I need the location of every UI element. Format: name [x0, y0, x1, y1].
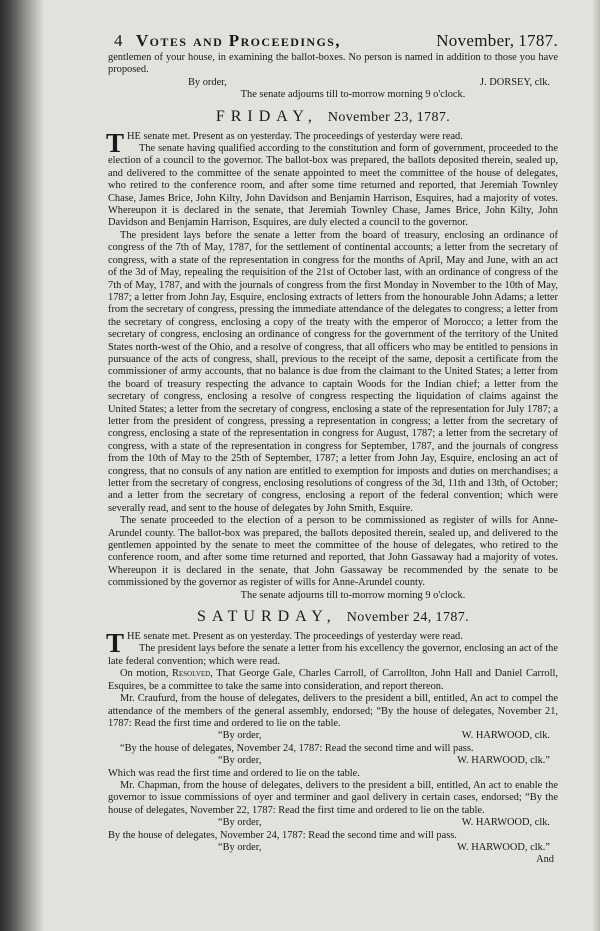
paragraph-text: HE senate met. Present as on yesterday. The proceedings of yesterday were read. — [127, 130, 463, 142]
friday-heading — [108, 105, 558, 130]
signature-line — [108, 817, 558, 829]
paragraph-text: HE senate met. Present as on yesterday. The proceedings of yesterday were read. — [127, 631, 463, 643]
friday-paragraph-1 — [106, 127, 558, 158]
day-name: FRIDAY, — [215, 107, 318, 125]
resolved-word: Resolved, — [172, 668, 213, 680]
document-page — [108, 30, 558, 920]
catchword: And — [536, 854, 554, 866]
signature-line — [108, 730, 558, 742]
running-title: Votes and Proceedings, — [136, 31, 341, 50]
motion-lead: On motion, — [120, 668, 169, 680]
saturday-heading — [108, 605, 558, 630]
clerk-name: J. DORSEY, clk. — [480, 76, 550, 88]
by-order-text: “By order, — [218, 817, 262, 829]
friday-paragraph-3: The president lays before the senate a letter from the board of treasury, enclosing an ordinance of congress of the 7th of May, 1787, for the settlement of continental accounts; a letter from the secretary of congress, with a state of the representation in congress for the months of April, May and June, with an act of the 3d of May, repealing the requisition of the 21st of October last, with an ordinance of congress of the 7th of May, 1787, and with the journals of congress from the first Monday in November to the 10th of May, 1787; a letter from John Jay, Esquire, enclosing extracts of letters from the honourable John Adams; a letter from the secretary of congress, pressing the immediate attendance of the delegates to congress; a letter from the secretary of congress, enclosing a copy of the treaty with the emperor of Morocco; a letter from the secretary of congress, enclosing an ordinance of congress for the government of the territory of the United States north-west of the Ohio, and a resolve of congress, that all officers who may be entitled to pensions in pursuance of the acts of congress, shall, previous to the receipt of the same, deposit a certificate from the commissioner of army accounts, that no balance is due from the claimant to the United States; a letter from the board of treasury respecting the advance to captain Woods for the Indian chief; a letter from the secretary of congress, enclosing a resolve of congress respecting the liquidation of claims against the United States; a letter from the secretary of congress, enclosing a state of the representation for July 1787; a letter from the president of congress, pressing a representation in congress; a letter from the secretary of congress, enclosing a state of the representation in congress for August, 1787; a letter from the secretary of congress, with a state of the representation in congress for September, 1787, and the journals of congress from the 10th of May to the 25th of September, 1787; a letter from John Jay, Esquire, enclosing an act of congress, that no consuls of any nation are entitled to exemption for imposts and duties on merchandises; a letter from the secretary of congress, enclosing resolutions of congress of the 3d, 11th and 13th, of October; and a letter from the secretary of congress, enclosing a report of the federal convention; which were severally read, and sent to the house of delegates by John Smith, Esquire. — [108, 229, 558, 514]
saturday-paragraph-6: Which was read the first time and ordered to lie on the table. — [108, 767, 360, 779]
day-date: November 24, 1787. — [346, 610, 470, 626]
running-header — [114, 30, 558, 52]
saturday-paragraph-4: Mr. Craufurd, from the house of delegates, delivers to the president a bill, entitled, An act to compel the attendance of the members of the general assembly, endorsed; “By the house of delegates, November 21, 1787: Read the first time and ordered to lie on the table. — [108, 693, 558, 729]
header-month: November, — [436, 31, 515, 50]
clerk-name: W. HARWOOD, clk.” — [457, 755, 550, 767]
saturday-paragraph-5: “By the house of delegates, November 24, 1787: Read the second time and will pass. — [120, 742, 474, 754]
drop-cap: T — [106, 127, 125, 158]
drop-cap: T — [106, 628, 125, 659]
clerk-name: W. HARWOOD, clk. — [461, 817, 550, 829]
friday-paragraph-2: The senate having qualified according to the constitution and form of government, proceeded to the election of a council to the governor. The ballot-box was prepared, the ballots deposited therein, sealed up, and delivered to the committee of the senate appointed to meet the committee of the house of delegates, who retired to the conference room, and after some time returned and reported, that Jeremiah Townley Chase, James Brice, John Kilty, John Davidson and Benjamin Harrison, Esquires, had a majority of votes. Whereupon it is declared in the senate, that Jeremiah Townley Chase, James Brice, John Kilty, John Davidson and Benjamin Harrison, Esquires, are duly elected a council to the governor. — [108, 143, 558, 229]
carryover-paragraph: gentlemen of your house, in examining the ballot-boxes. No person is named in addition to those you have proposed. — [108, 52, 558, 76]
signature-line — [108, 77, 558, 89]
saturday-paragraph-7: Mr. Chapman, from the house of delegates, delivers to the president a bill, entitled, An act to enable the governor to issue commissions of oyer and terminer and gaol delivery in certain cases, endorsed; “By the house of delegates, November 22, 1787: Read the first time and ordered to lie on the table. — [108, 779, 558, 816]
signature-line — [108, 842, 558, 854]
by-order-text: “By order, — [218, 730, 262, 742]
by-order-text: By order, — [188, 76, 227, 88]
saturday-paragraph-2: The president lays before the senate a letter from his excellency the governor, enclosing an act of the late federal convention; which were read. — [108, 643, 558, 667]
adjourn-line: The senate adjourns till to-morrow morning 9 o'clock. — [240, 89, 466, 101]
header-year: 1787. — [518, 31, 558, 50]
paragraph-text: That George Gale, Charles Carroll, of Carrollton, John Hall and Daniel Carroll, Esquires, be a committee to take the same into consideration, and report thereon. — [108, 668, 558, 692]
scan-page-edge — [592, 0, 600, 931]
saturday-paragraph-3 — [108, 668, 558, 693]
clerk-name: W. HARWOOD, clk.” — [457, 841, 550, 853]
friday-paragraph-4: The senate proceeded to the election of a person to be commissioned as register of wills for Anne-Arundel county. The ballot-box was prepared, the ballots deposited therein, sealed up, and delivered to the gentlemen appointed by the senate to meet the committee of the house of delegates, who retired to the conference room, and after some time returned and reported, that John Gassaway had a majority of votes. Whereupon it is declared in the senate, that John Gassaway be recommended by the senate to be commissioned by the governor as register of wills for Anne-Arundel county. — [108, 515, 558, 589]
signature-line — [108, 755, 558, 767]
scan-binding-edge — [0, 0, 44, 931]
by-order-text: “By order, — [218, 755, 262, 767]
page-number: 4 — [114, 31, 123, 50]
day-name: SATURDAY, — [196, 608, 337, 626]
adjourn-line: The senate adjourns till to-morrow morning 9 o'clock. — [240, 589, 466, 601]
saturday-paragraph-8: By the house of delegates, November 24, 1787: Read the second time and will pass. — [108, 829, 457, 841]
day-date: November 23, 1787. — [327, 109, 451, 125]
by-order-text: “By order, — [218, 841, 262, 853]
clerk-name: W. HARWOOD, clk. — [461, 730, 550, 742]
